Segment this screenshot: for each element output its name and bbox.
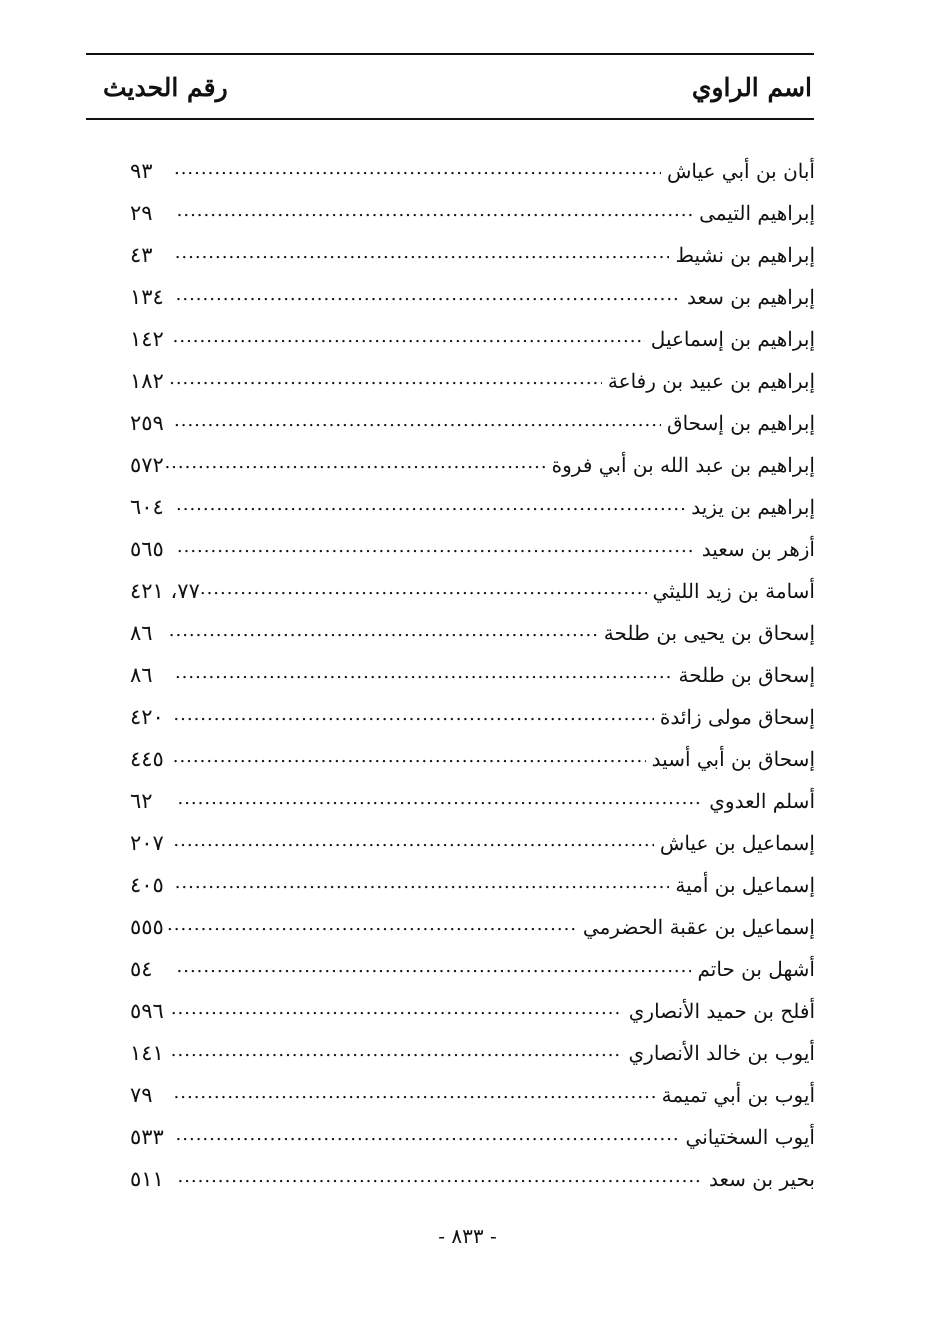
narrator-name: إبراهيم بن عبيد بن رفاعة — [607, 369, 815, 393]
hadith-number: ١٨٢ — [130, 369, 164, 393]
page-number: - ٨٣٣ - — [438, 1224, 497, 1248]
narrator-name: إبراهيم بن إسحاق — [667, 411, 815, 435]
narrator-name: أيوب السختياني — [685, 1125, 815, 1149]
hadith-number: ٥٤ — [130, 957, 153, 981]
hadith-number: ١٤٢ — [130, 327, 164, 351]
narrator-name: إبراهيم بن سعد — [686, 285, 815, 309]
hadith-number-heading: رقم الحديث — [103, 73, 228, 102]
narrator-name: إبراهيم بن نشيط — [675, 243, 815, 267]
hadith-number: ٤٢٠ — [130, 705, 164, 729]
index-entry — [130, 313, 815, 355]
index-entry — [130, 397, 815, 439]
dot-leader — [177, 197, 693, 225]
hadith-number: ١٣٤ — [130, 285, 164, 309]
hadith-number: ٨٦ — [130, 621, 153, 645]
narrator-name: إسماعيل بن عقبة الحضرمي — [582, 915, 815, 939]
header-rule — [86, 118, 814, 120]
narrator-name: إسحاق بن أبي أسيد — [651, 747, 815, 771]
dot-leader — [169, 617, 598, 645]
narrator-name: إبراهيم بن عبد الله بن أبي فروة — [551, 453, 815, 477]
hadith-number: ٤٤٥ — [130, 747, 164, 771]
index-entry — [130, 187, 815, 229]
hadith-number: ٩٣ — [130, 159, 153, 183]
index-entry — [130, 943, 815, 985]
index-entry — [130, 1153, 815, 1195]
dot-leader — [174, 155, 661, 183]
narrator-name: إسحاق مولى زائدة — [659, 705, 815, 729]
index-entry — [130, 523, 815, 565]
narrator-name: بحير بن سعد — [709, 1167, 815, 1191]
narrator-name: إسماعيل بن أمية — [675, 873, 815, 897]
index-entry — [130, 439, 815, 481]
index-entry — [130, 817, 815, 859]
index-entry — [130, 901, 815, 943]
hadith-number: ١٤١ — [130, 1041, 164, 1065]
dot-leader — [200, 575, 647, 603]
dot-leader — [173, 827, 654, 855]
dot-leader — [173, 701, 653, 729]
hadith-number: ٥٧٢ — [130, 453, 164, 477]
narrator-name: إبراهيم بن إسماعيل — [650, 327, 815, 351]
hadith-number: ٨٦ — [130, 663, 153, 687]
hadith-number: ٥٥٥ — [130, 915, 164, 939]
hadith-number: ٧٩ — [130, 1083, 153, 1107]
hadith-number: ٥١١ — [130, 1167, 164, 1191]
narrator-name: إبراهيم بن يزيد — [691, 495, 815, 519]
index-entry — [130, 1027, 815, 1069]
dot-leader — [169, 365, 602, 393]
hadith-number: ٤٣ — [130, 243, 153, 267]
narrator-name: إبراهيم التيمى — [699, 201, 815, 225]
hadith-number: ٢٠٧ — [130, 831, 164, 855]
dot-leader — [175, 239, 670, 267]
dot-leader — [175, 869, 670, 897]
index-entry — [130, 985, 815, 1027]
hadith-number: ٧٧، ٤٢١ — [130, 579, 200, 603]
hadith-number: ٦٢ — [130, 789, 153, 813]
hadith-number: ٤٠٥ — [130, 873, 164, 897]
narrator-name: أشهل بن حاتم — [697, 957, 815, 981]
dot-leader — [173, 323, 645, 351]
dot-leader — [177, 785, 703, 813]
dot-leader — [176, 1121, 680, 1149]
dot-leader — [176, 491, 685, 519]
narrator-name: أسامة بن زيد الليثي — [652, 579, 815, 603]
index-entry — [130, 649, 815, 691]
index-entry — [130, 145, 815, 187]
index-entry — [130, 691, 815, 733]
index-entry — [130, 271, 815, 313]
dot-leader — [171, 1037, 623, 1065]
dot-leader — [174, 1079, 656, 1107]
dot-leader — [174, 407, 661, 435]
dot-leader — [171, 995, 623, 1023]
index-entry — [130, 775, 815, 817]
hadith-number: ٥٩٦ — [130, 999, 164, 1023]
narrator-name: أيوب بن أبي تميمة — [661, 1083, 815, 1107]
narrator-name-heading: اسم الراوي — [691, 73, 812, 102]
top-rule — [86, 53, 814, 55]
index-entry — [130, 859, 815, 901]
hadith-number: ٢٩ — [130, 201, 153, 225]
index-entry — [130, 229, 815, 271]
index-entry — [130, 607, 815, 649]
narrator-name: أزهر بن سعيد — [701, 537, 815, 561]
narrator-name: أيوب بن خالد الأنصاري — [628, 1041, 815, 1065]
dot-leader — [164, 449, 545, 477]
narrator-name: إسحاق بن طلحة — [678, 663, 815, 687]
index-entry — [130, 1069, 815, 1111]
index-entry — [130, 481, 815, 523]
dot-leader — [175, 659, 673, 687]
dot-leader — [177, 953, 692, 981]
hadith-number: ٥٣٣ — [130, 1125, 164, 1149]
hadith-number: ٦٠٤ — [130, 495, 164, 519]
dot-leader — [177, 533, 696, 561]
index-entry — [130, 355, 815, 397]
index-entry — [130, 1111, 815, 1153]
hadith-number: ٢٥٩ — [130, 411, 164, 435]
index-entry — [130, 565, 815, 607]
dot-leader — [173, 743, 646, 771]
hadith-number: ٥٦٥ — [130, 537, 164, 561]
dot-leader — [167, 911, 577, 939]
narrator-name: أفلح بن حميد الأنصاري — [628, 999, 815, 1023]
narrator-name: إسماعيل بن عياش — [659, 831, 815, 855]
dot-leader — [177, 1163, 703, 1191]
dot-leader — [176, 281, 681, 309]
narrator-index-list — [130, 145, 815, 1195]
narrator-name: أبان بن أبي عياش — [666, 159, 815, 183]
index-entry — [130, 733, 815, 775]
narrator-name: أسلم العدوي — [709, 789, 815, 813]
narrator-name: إسحاق بن يحيى بن طلحة — [603, 621, 815, 645]
